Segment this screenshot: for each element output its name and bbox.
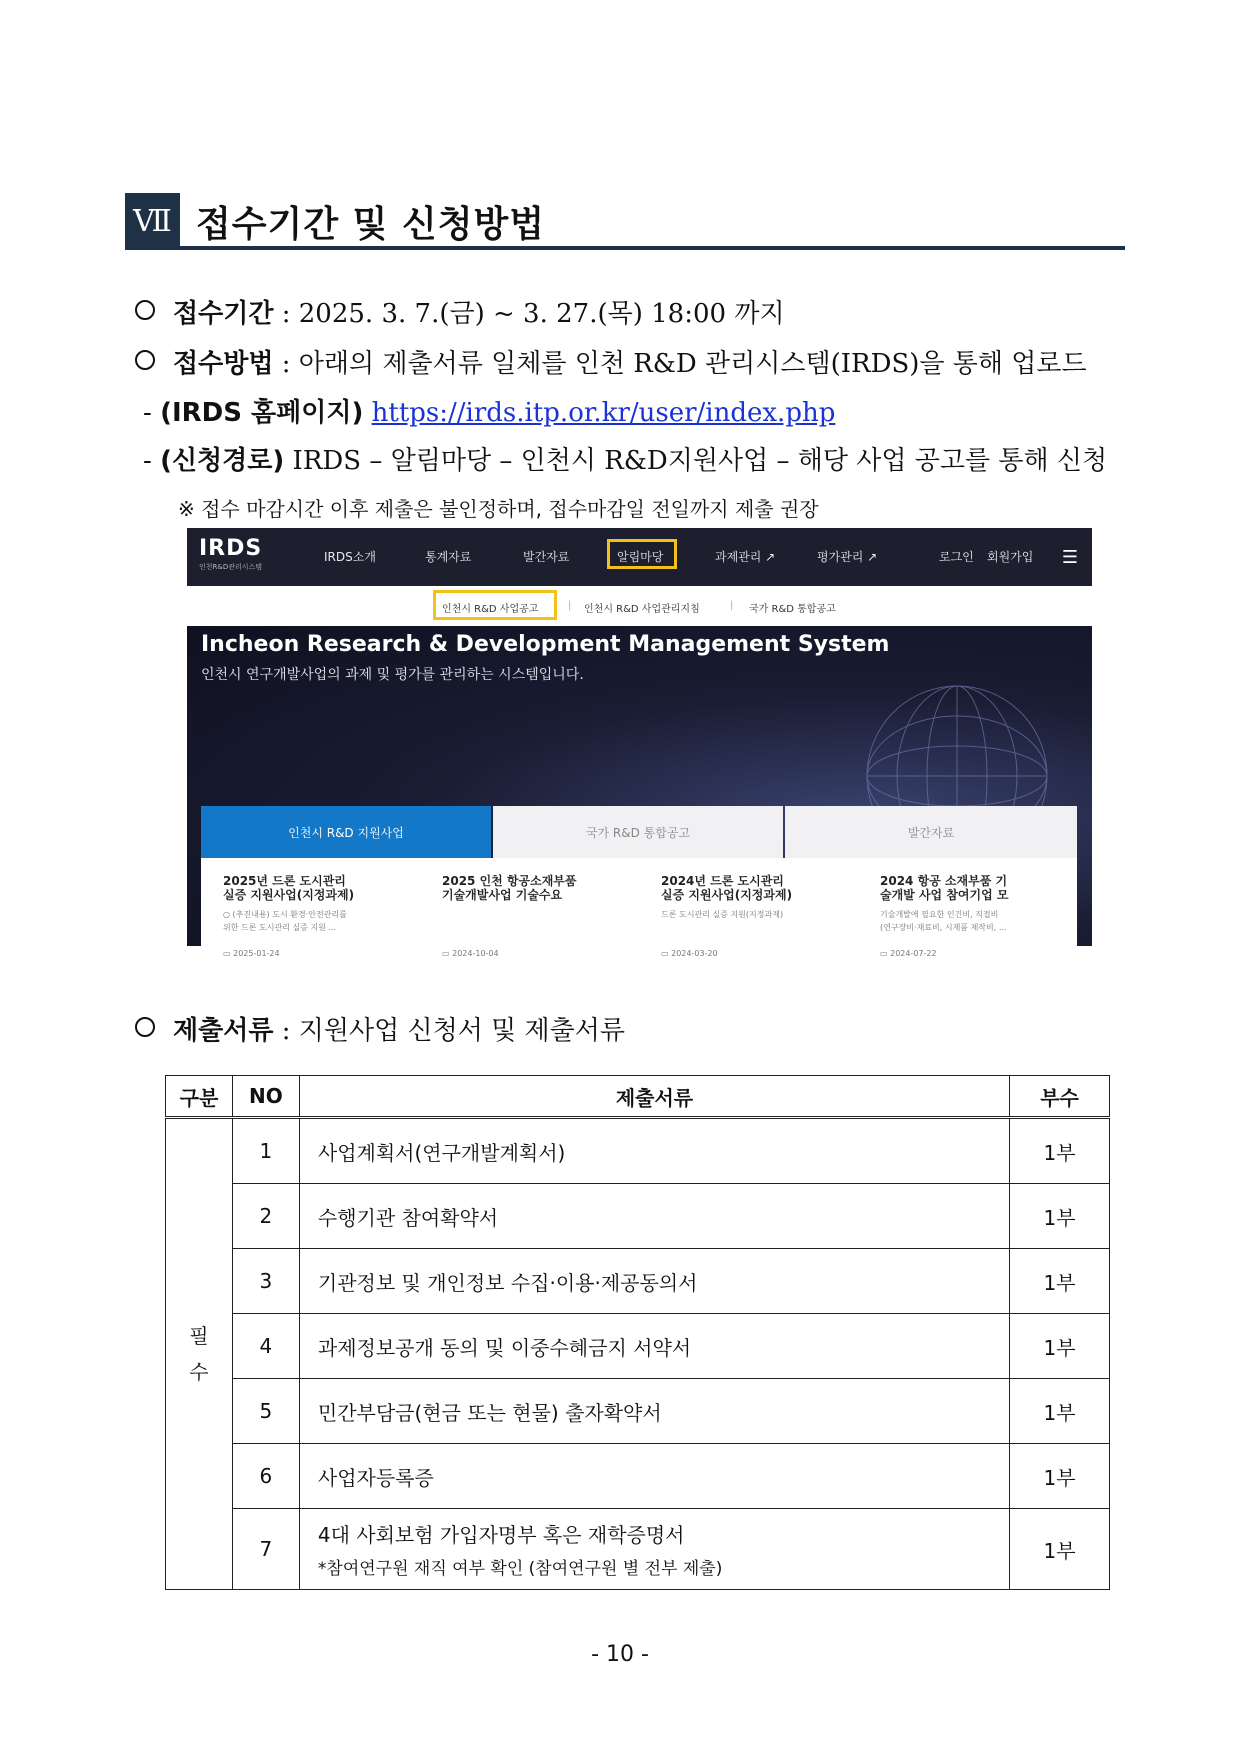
card-desc-line2: 위한 드론 도시관리 실증 지원 ... [223, 923, 337, 932]
card-title-line1: 2024 항공 소재부품 기 [880, 874, 1008, 888]
row-no: 6 [232, 1444, 299, 1509]
row-document: 사업계획서(연구개발계획서) [299, 1118, 1009, 1184]
tab-publications[interactable]: 발간자료 [785, 806, 1077, 858]
period-label: 접수기간 [173, 299, 274, 329]
notice-card[interactable] [639, 858, 857, 958]
section-divider [125, 246, 1125, 250]
row-copies: 1부 [1010, 1184, 1110, 1249]
nav-item-project-management[interactable]: 과제관리 ↗ [715, 550, 776, 564]
card-date: 2024-10-04 [452, 949, 499, 958]
row-no: 3 [232, 1249, 299, 1314]
row-copies: 1부 [1010, 1444, 1110, 1509]
row-no: 4 [232, 1314, 299, 1379]
deadline-note: ※ 접수 마감시간 이후 제출은 불인정하며, 접수마감일 전일까지 제출 권장 [178, 497, 819, 521]
row-document: 사업자등록증 [299, 1444, 1009, 1509]
card-title-line2: 실증 지원사업(지정과제) [661, 888, 793, 902]
homepage-label: (IRDS 홈페이지) [160, 398, 364, 428]
table-row [166, 1184, 1110, 1249]
card-title-line2: 기술개발사업 기술수요 [442, 888, 563, 902]
docs-text: : 지원사업 신청서 및 제출서류 [273, 1016, 625, 1046]
card-title-line1: 2024년 드론 도시관리 [661, 874, 784, 888]
section-title: 접수기간 및 신청방법 [196, 204, 546, 245]
nav-item-evaluation-management[interactable]: 평가관리 ↗ [817, 550, 878, 564]
irds-homepage-link[interactable]: https://irds.itp.or.kr/user/index.php [371, 398, 836, 428]
subnav-item-incheon-rd-guideline[interactable]: 인천시 R&D 사업관리지침 [584, 604, 700, 615]
card-desc-line1: 기술개발에 필요한 인건비, 직접비 [880, 910, 999, 919]
route-text: IRDS – 알림마당 – 인천시 R&D지원사업 – 해당 사업 공고를 통해 신청 [284, 446, 1108, 476]
header-copies: 부수 [1010, 1076, 1110, 1118]
highlight-box [607, 539, 677, 569]
dash: - [143, 446, 161, 476]
route-label: (신청경로) [160, 446, 285, 476]
irds-logo[interactable]: IRDS [199, 536, 263, 561]
irds-logo-subtitle: 인천R&D관리시스템 [199, 563, 263, 571]
row-copies: 1부 [1010, 1118, 1110, 1184]
table-row [166, 1379, 1110, 1444]
tab-national-rd-notice[interactable]: 국가 R&D 통합공고 [493, 806, 783, 858]
tab-incheon-rd-support[interactable]: 인천시 R&D 지원사업 [201, 806, 491, 858]
row-no: 7 [232, 1509, 299, 1590]
separator: | [568, 600, 572, 611]
hero-title: Incheon Research & Development Management System [201, 632, 890, 657]
method-text: : 아래의 제출서류 일체를 인천 R&D 관리시스템(IRDS)을 통해 업로드 [273, 349, 1087, 379]
card-desc-line1: ○ (추진내용) 도시 환경·안전관리를 [223, 910, 347, 919]
circle-bullet-icon [135, 350, 155, 370]
method-label: 접수방법 [173, 349, 274, 379]
dash: - [143, 398, 161, 428]
card-desc-line1: 드론 도시관리 실증 지원(지정과제) [661, 910, 784, 919]
notice-card[interactable] [201, 858, 419, 958]
card-date: 2025-01-24 [233, 949, 280, 958]
route-line [143, 440, 1107, 477]
row-document: 기관정보 및 개인정보 수집·이용·제공동의서 [299, 1249, 1009, 1314]
circle-bullet-icon [135, 300, 155, 320]
subnav-item-incheon-rd-notice[interactable]: 인천시 R&D 사업공고 [442, 604, 539, 615]
calendar-icon: ▭ [223, 949, 234, 958]
nav-item-statistics[interactable]: 통계자료 [425, 550, 472, 564]
card-title-line2: 실증 지원사업(지정과제) [223, 888, 355, 902]
nav-item-irds-intro[interactable]: IRDS소개 [324, 550, 376, 564]
irds-subnav [187, 586, 1092, 626]
row-document-note: *참여연구원 재직 여부 확인 (참여연구원 별 전부 제출) [317, 1559, 723, 1579]
homepage-line [143, 392, 835, 429]
page-number: - 10 - [591, 1642, 649, 1667]
row-copies: 1부 [1010, 1249, 1110, 1314]
table-row [166, 1249, 1110, 1314]
card-title-line1: 2025년 드론 도시관리 [223, 874, 346, 888]
hamburger-menu-icon[interactable]: ☰ [1061, 547, 1078, 568]
category-cell [166, 1118, 233, 1590]
docs-line [135, 1010, 625, 1047]
row-document-main: 4대 사회보험 가입자명부 혹은 재학증명서 [317, 1523, 685, 1547]
row-document: 민간부담금(현금 또는 현물) 출자확약서 [299, 1379, 1009, 1444]
irds-screenshot [187, 528, 1092, 958]
row-no: 5 [232, 1379, 299, 1444]
signup-link[interactable]: 회원가입 [987, 550, 1034, 564]
row-document: 수행기관 참여확약서 [299, 1184, 1009, 1249]
circle-bullet-icon [135, 1017, 155, 1037]
category-required: 필수 [189, 1324, 209, 1384]
header-document: 제출서류 [299, 1076, 1009, 1118]
row-document [299, 1509, 1009, 1590]
docs-label: 제출서류 [173, 1016, 274, 1046]
calendar-icon: ▭ [880, 949, 891, 958]
subnav-item-national-rd-notice[interactable]: 국가 R&D 통합공고 [749, 604, 836, 615]
separator: | [730, 600, 734, 611]
period-line [135, 293, 785, 330]
submission-documents-table [165, 1075, 1110, 1590]
table-row [166, 1509, 1110, 1590]
row-copies: 1부 [1010, 1314, 1110, 1379]
card-date: 2024-03-20 [671, 949, 718, 958]
table-row [166, 1118, 1110, 1184]
card-title-line2: 술개발 사업 참여기업 모 [880, 888, 1009, 902]
period-text: : 2025. 3. 7.(금) ~ 3. 27.(목) 18:00 까지 [273, 299, 785, 329]
row-no: 2 [232, 1184, 299, 1249]
notice-card[interactable] [858, 858, 1076, 958]
row-copies: 1부 [1010, 1379, 1110, 1444]
card-title-line1: 2025 인천 항공소재부품 [442, 874, 577, 888]
calendar-icon: ▭ [661, 949, 672, 958]
card-date: 2024-07-22 [890, 949, 937, 958]
header-category: 구분 [166, 1076, 233, 1118]
method-line [135, 343, 1087, 380]
calendar-icon: ▭ [442, 949, 453, 958]
row-no: 1 [232, 1118, 299, 1184]
row-document: 과제정보공개 동의 및 이중수혜금지 서약서 [299, 1314, 1009, 1379]
section-number-badge: Ⅶ [125, 193, 180, 249]
table-header-row [166, 1076, 1110, 1118]
hero-subtitle: 인천시 연구개발사업의 과제 및 평가를 관리하는 시스템입니다. [201, 667, 584, 683]
irds-navbar [187, 528, 1092, 586]
nav-item-notice-board[interactable]: 알림마당 [617, 550, 664, 564]
irds-hero [187, 626, 1092, 958]
card-desc-line2: (연구장비·재료비, 시제품 제작비, ... [880, 923, 1007, 932]
login-link[interactable]: 로그인 [939, 550, 974, 564]
table-row [166, 1314, 1110, 1379]
table-row [166, 1444, 1110, 1509]
nav-item-publications[interactable]: 발간자료 [523, 550, 570, 564]
notice-cards [201, 858, 1077, 958]
header-no: NO [232, 1076, 299, 1118]
row-copies: 1부 [1010, 1509, 1110, 1590]
notice-card[interactable] [420, 858, 638, 958]
